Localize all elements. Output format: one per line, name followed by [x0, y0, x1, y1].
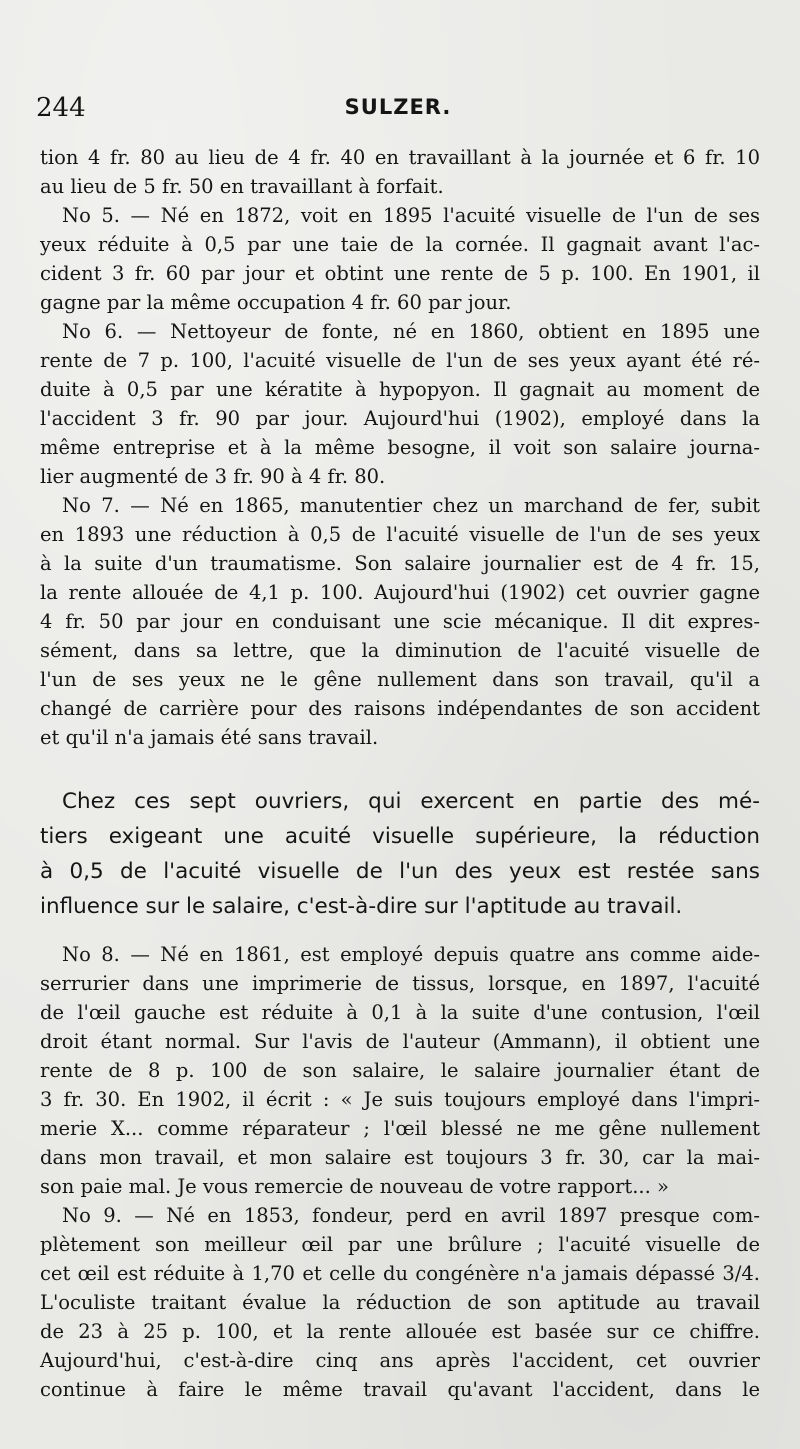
text-line: yeux réduite à 0,5 par une taie de la cornée. Il gagnait avant l'ac-: [40, 233, 760, 256]
text-line: de 23 à 25 p. 100, et la rente allouée est basée sur ce chiffre.: [40, 1320, 760, 1343]
text-line: Chez ces sept ouvriers, qui exercent en partie des mé-: [62, 789, 760, 814]
text-line: l'un de ses yeux ne le gêne nullement dans son travail, qu'il a: [40, 668, 760, 691]
text-line: tion 4 fr. 80 au lieu de 4 fr. 40 en travaillant à la journée et 6 fr. 10: [40, 146, 760, 169]
paragraph-case-8: [40, 940, 760, 1201]
text-line: dans mon travail, et mon salaire est toujours 3 fr. 30, car la mai-: [40, 1146, 760, 1169]
text-line: à 0,5 de l'acuité visuelle de l'un des yeux est restée sans: [40, 859, 760, 884]
text-line: plètement son meilleur œil par une brûlure ; l'acuité visuelle de: [40, 1233, 760, 1256]
page-number: 244: [36, 93, 86, 123]
text-line: cident 3 fr. 60 par jour et obtint une rente de 5 p. 100. En 1901, il: [40, 262, 760, 285]
page-header: [36, 93, 760, 129]
text-line: 4 fr. 50 par jour en conduisant une scie mécanique. Il dit expres-: [40, 610, 760, 633]
text-line: de l'œil gauche est réduite à 0,1 à la suite d'une contusion, l'œil: [40, 1001, 760, 1024]
text-line: serrurier dans une imprimerie de tissus, lorsque, en 1897, l'acuité: [40, 972, 760, 995]
text-line: No 5. — Né en 1872, voit en 1895 l'acuité visuelle de l'un de ses: [62, 204, 760, 227]
paragraph-case-9: [40, 1201, 760, 1404]
text-line: rente de 7 p. 100, l'acuité visuelle de l'un de ses yeux ayant été ré-: [40, 349, 760, 372]
text-line: rente de 8 p. 100 de son salaire, le salaire journalier étant de: [40, 1059, 760, 1082]
summary-paragraph: [40, 784, 760, 924]
text-line: sément, dans sa lettre, que la diminution de l'acuité visuelle de: [40, 639, 760, 662]
text-line: No 8. — Né en 1861, est employé depuis quatre ans comme aide-: [62, 943, 760, 966]
text-line: gagne par la même occupation 4 fr. 60 par jour.: [40, 291, 512, 314]
running-head: SULZER.: [344, 95, 452, 119]
text-line: No 7. — Né en 1865, manutentier chez un marchand de fer, subit: [62, 494, 760, 517]
text-line: à la suite d'un traumatisme. Son salaire journalier est de 4 fr. 15,: [40, 552, 760, 575]
text-line: et qu'il n'a jamais été sans travail.: [40, 726, 379, 749]
text-line: Aujourd'hui, c'est-à-dire cinq ans après l'accident, cet ouvrier: [40, 1349, 760, 1372]
text-line: tiers exigeant une acuité visuelle supérieure, la réduction: [40, 824, 760, 849]
text-line: duite à 0,5 par une kératite à hypopyon. Il gagnait au moment de: [40, 378, 760, 401]
text-line: l'accident 3 fr. 90 par jour. Aujourd'hui (1902), employé dans la: [40, 407, 760, 430]
paragraph-case-6: [40, 317, 760, 491]
text-line: au lieu de 5 fr. 50 en travaillant à forfait.: [40, 175, 444, 198]
text-line: L'oculiste traitant évalue la réduction de son aptitude au travail: [40, 1291, 760, 1314]
text-line: son paie mal. Je vous remercie de nouveau de votre rapport... »: [40, 1175, 669, 1198]
text-line: continue à faire le même travail qu'avant l'accident, dans le: [40, 1378, 760, 1401]
paragraph-case-5: [40, 201, 760, 317]
text-line: 3 fr. 30. En 1902, il écrit : « Je suis toujours employé dans l'impri-: [40, 1088, 760, 1111]
text-line: cet œil est réduite à 1,70 et celle du congénère n'a jamais dépassé 3/4.: [40, 1262, 760, 1285]
text-line: même entreprise et à la même besogne, il voit son salaire journa-: [40, 436, 760, 459]
text-line: changé de carrière pour des raisons indépendantes de son accident: [40, 697, 760, 720]
text-line: en 1893 une réduction à 0,5 de l'acuité visuelle de l'un de ses yeux: [40, 523, 760, 546]
paragraph-continuation: [40, 143, 760, 201]
text-line: influence sur le salaire, c'est-à-dire sur l'aptitude au travail.: [40, 894, 683, 919]
text-line: No 9. — Né en 1853, fondeur, perd en avril 1897 presque com-: [62, 1204, 760, 1227]
text-line: lier augmenté de 3 fr. 90 à 4 fr. 80.: [40, 465, 386, 488]
text-line: No 6. — Nettoyeur de fonte, né en 1860, obtient en 1895 une: [62, 320, 760, 343]
text-line: droit étant normal. Sur l'avis de l'auteur (Ammann), il obtient une: [40, 1030, 760, 1053]
text-line: merie X... comme réparateur ; l'œil blessé ne me gêne nullement: [40, 1117, 760, 1140]
paragraph-case-7: [40, 491, 760, 752]
text-line: la rente allouée de 4,1 p. 100. Aujourd'hui (1902) cet ouvrier gagne: [40, 581, 760, 604]
